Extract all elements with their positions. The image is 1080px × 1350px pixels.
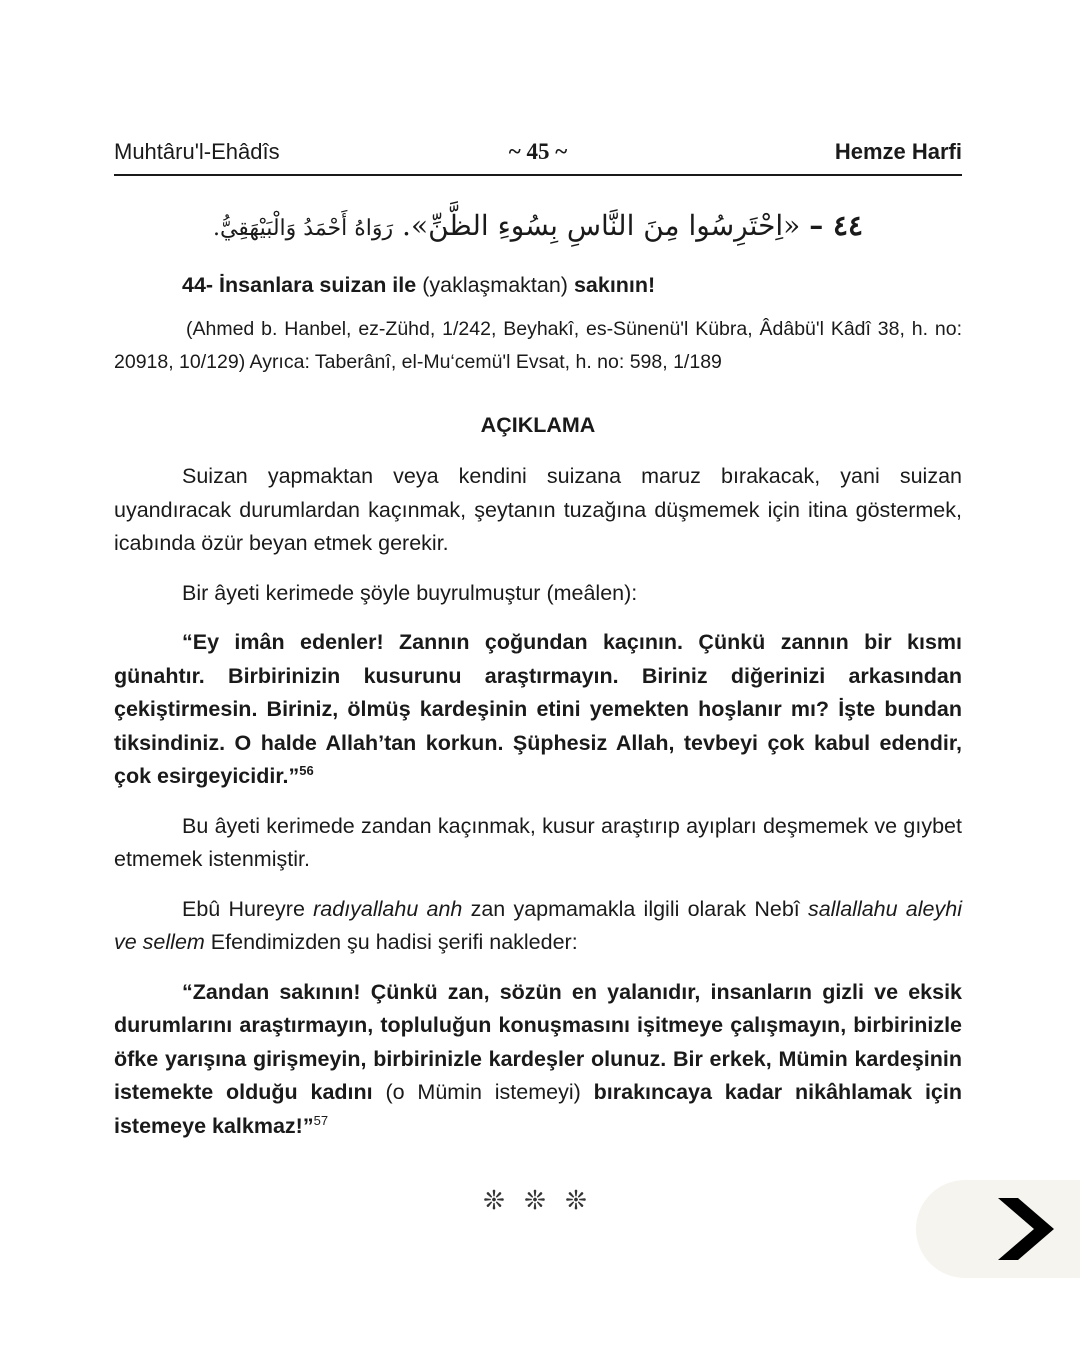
section-heading: AÇIKLAMA <box>480 412 596 437</box>
explanation-paragraph-3: Bu âyeti kerimede zandan kaçınmak, kusur araştırıp ayıpları deşmemek ve gıybet etmemek istenmiştir. <box>114 813 962 871</box>
hadith-quote: “Zandan sakının! Çünkü zan, sözün en yalanıdır, insanların gizli ve eksik durumlarını araştırmayın, topluluğun konuşmasını işitmeye çalışmayın, birbirinizle öfke yarışına girişmeyin, birbirinizle kardeşler olunuz. Bir erkek, Mümin kardeşinin istemekte olduğu kadını (o Mümin istemeyi) bırakıncaya kadar nikâhlamak için istemeye kalkmaz!”$^{57}$ <box>114 979 962 1138</box>
explanation-paragraph-1: Suizan yapmaktan veya kendini suizana maruz bırakacak, yani suizan uyandıracak durumlardan kaçınmak, şeytanın tuzağına düşmemek için itina göstermek, icabında özür beyan etmek gerekir. <box>114 464 962 555</box>
explanation-paragraph-4: Ebû Hureyre radıyallahu anh zan yapmamakla ilgili olarak Nebî sallallahu aleyhi ve sellem Efendimizden şu hadisi şerifi nakleder: <box>114 896 962 954</box>
footnote-57[interactable]: 57 <box>313 1112 329 1128</box>
next-page-button[interactable] <box>916 1180 1080 1278</box>
arabic-hadith <box>114 206 962 249</box>
section-separator: ❊ ❊ ❊ <box>483 1185 593 1215</box>
page-header <box>114 130 962 176</box>
arabic-narrator: رَوَاهُ أَحْمَدُ وَالْبَيْهَقِيُّ. <box>212 216 394 241</box>
quran-quote: “Ey imân edenler! Zannın çoğundan kaçının. Çünkü zannın bir kısmı günahtır. Birbirinizin kusurunu araştırmayın. Biriniz diğerinizi arkasından çekiştirmesin. Biriniz, ölmüş kardeşinin etini yemekten hoşlanır mı? İşte bundan tiksindiniz. O halde Allah’tan korkun. Şüphesiz Allah, tevbeyi çok kabul edendir, çok esirgeyicidir.”$^{56}$ <box>114 630 962 788</box>
book-page <box>114 130 962 1216</box>
footnote-56[interactable]: 56 <box>299 762 314 778</box>
explanation-paragraph-2: Bir âyeti kerimede şöyle buyrulmuştur (meâlen): <box>182 580 638 605</box>
chevron-right-icon <box>992 1190 1072 1268</box>
book-title: Muhtâru'l-Ehâdîs <box>114 139 280 164</box>
arabic-hadith-text: «اِحْتَرِسُوا مِنَ النَّاسِ بِسُوءِ الظَّنِّ». <box>402 209 801 242</box>
hadith-translation: 44- İnsanlara suizan ile (yaklaşmaktan) sakının! <box>182 273 656 297</box>
section-title: Hemze Harfi <box>834 139 962 164</box>
page-number: ~ 45 ~ <box>508 139 568 164</box>
arabic-hadith-number: ٤٤ – <box>809 209 864 242</box>
hadith-source: (Ahmed b. Hanbel, ez-Zühd, 1/242, Beyhakî, es-Sünenü'l Kübra, Âdâbü'l Kâdî 38, h. no: 20918, 10/129) Ayrıca: Taberânî, el-Mu‘cemü'l Evsat, h. no: 598, 1/189 <box>114 317 962 373</box>
